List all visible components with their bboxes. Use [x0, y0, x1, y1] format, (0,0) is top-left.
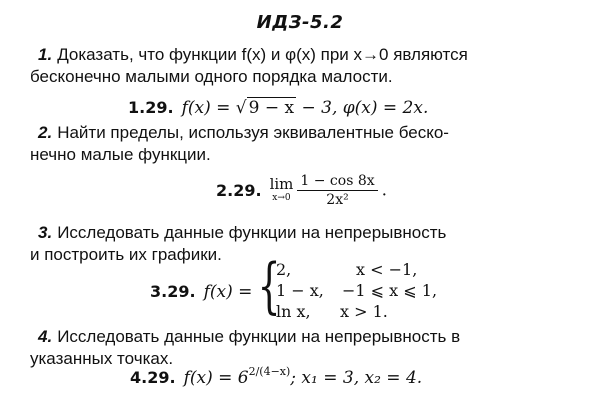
limit [269, 174, 294, 205]
task-1-example [128, 98, 428, 118]
task-4-line-2: указанных точках. [30, 349, 174, 368]
case-value: 1 − x, [276, 281, 324, 300]
task-2-text [38, 122, 449, 144]
example-1-number: 1.29. [128, 98, 174, 117]
example-4-f-lead: f(x) = 6 [183, 368, 249, 388]
example-4-number: 4.29. [130, 368, 176, 387]
task-4-example [130, 365, 423, 388]
denominator: 2x² [326, 192, 349, 208]
exponent: 2/(4−x) [248, 365, 291, 378]
lim-word: lim [269, 174, 294, 193]
case-value: 2, [276, 260, 292, 279]
task-3-number: 3. [38, 223, 53, 242]
task-4-line-1: Исследовать данные функции на непрерывность в [57, 327, 461, 346]
example-3-f-lead: f(x) = [203, 282, 253, 302]
page-title: ИДЗ-5.2 [256, 12, 344, 33]
task-2-line-2: нечно малые функции. [30, 145, 211, 164]
task-4-text [38, 326, 460, 348]
example-1-f-tail: − 3, φ(x) = 2x. [296, 98, 429, 118]
example-2-number: 2.29. [216, 181, 262, 200]
task-2-line-1: Найти пределы, используя эквивалентные беско- [57, 123, 449, 142]
piecewise-cases [276, 260, 476, 326]
case-row [276, 281, 438, 300]
fraction [297, 172, 377, 209]
task-3-line-1: Исследовать данные функции на непрерывность [57, 223, 447, 242]
task-1-line-2: бесконечно малыми одного порядка малости. [30, 67, 393, 86]
sqrt-sign: √ [235, 98, 247, 118]
task-2-number: 2. [38, 123, 53, 142]
task-1-number: 1. [38, 45, 53, 64]
case-value: ln x, [276, 302, 311, 321]
task-1-line-1: Доказать, что функции f(x) и φ(x) при x→0 являются [57, 45, 468, 64]
example-4-tail: ; x₁ = 3, x₂ = 4. [290, 368, 423, 388]
case-condition: x > 1. [340, 302, 388, 321]
case-condition: −1 ⩽ x ⩽ 1, [342, 281, 438, 300]
example-2-tail: . [381, 180, 388, 201]
case-condition: x < −1, [356, 260, 418, 279]
case-row [276, 302, 388, 321]
task-3-line-2: и построить их графики. [30, 245, 222, 264]
numerator: 1 − cos 8x [297, 172, 377, 191]
case-row [276, 260, 418, 279]
task-3-example-lead [150, 282, 252, 302]
example-1-f-lead: f(x) = [181, 98, 236, 118]
lim-subscript: x→0 [272, 192, 291, 203]
task-3-text [38, 222, 446, 244]
left-brace: { [257, 251, 281, 321]
example-1-sqrt-arg: 9 − x [248, 98, 295, 118]
task-1-text [38, 44, 468, 66]
task-4-number: 4. [38, 327, 53, 346]
example-3-number: 3.29. [150, 282, 196, 301]
task-2-example [216, 172, 387, 209]
